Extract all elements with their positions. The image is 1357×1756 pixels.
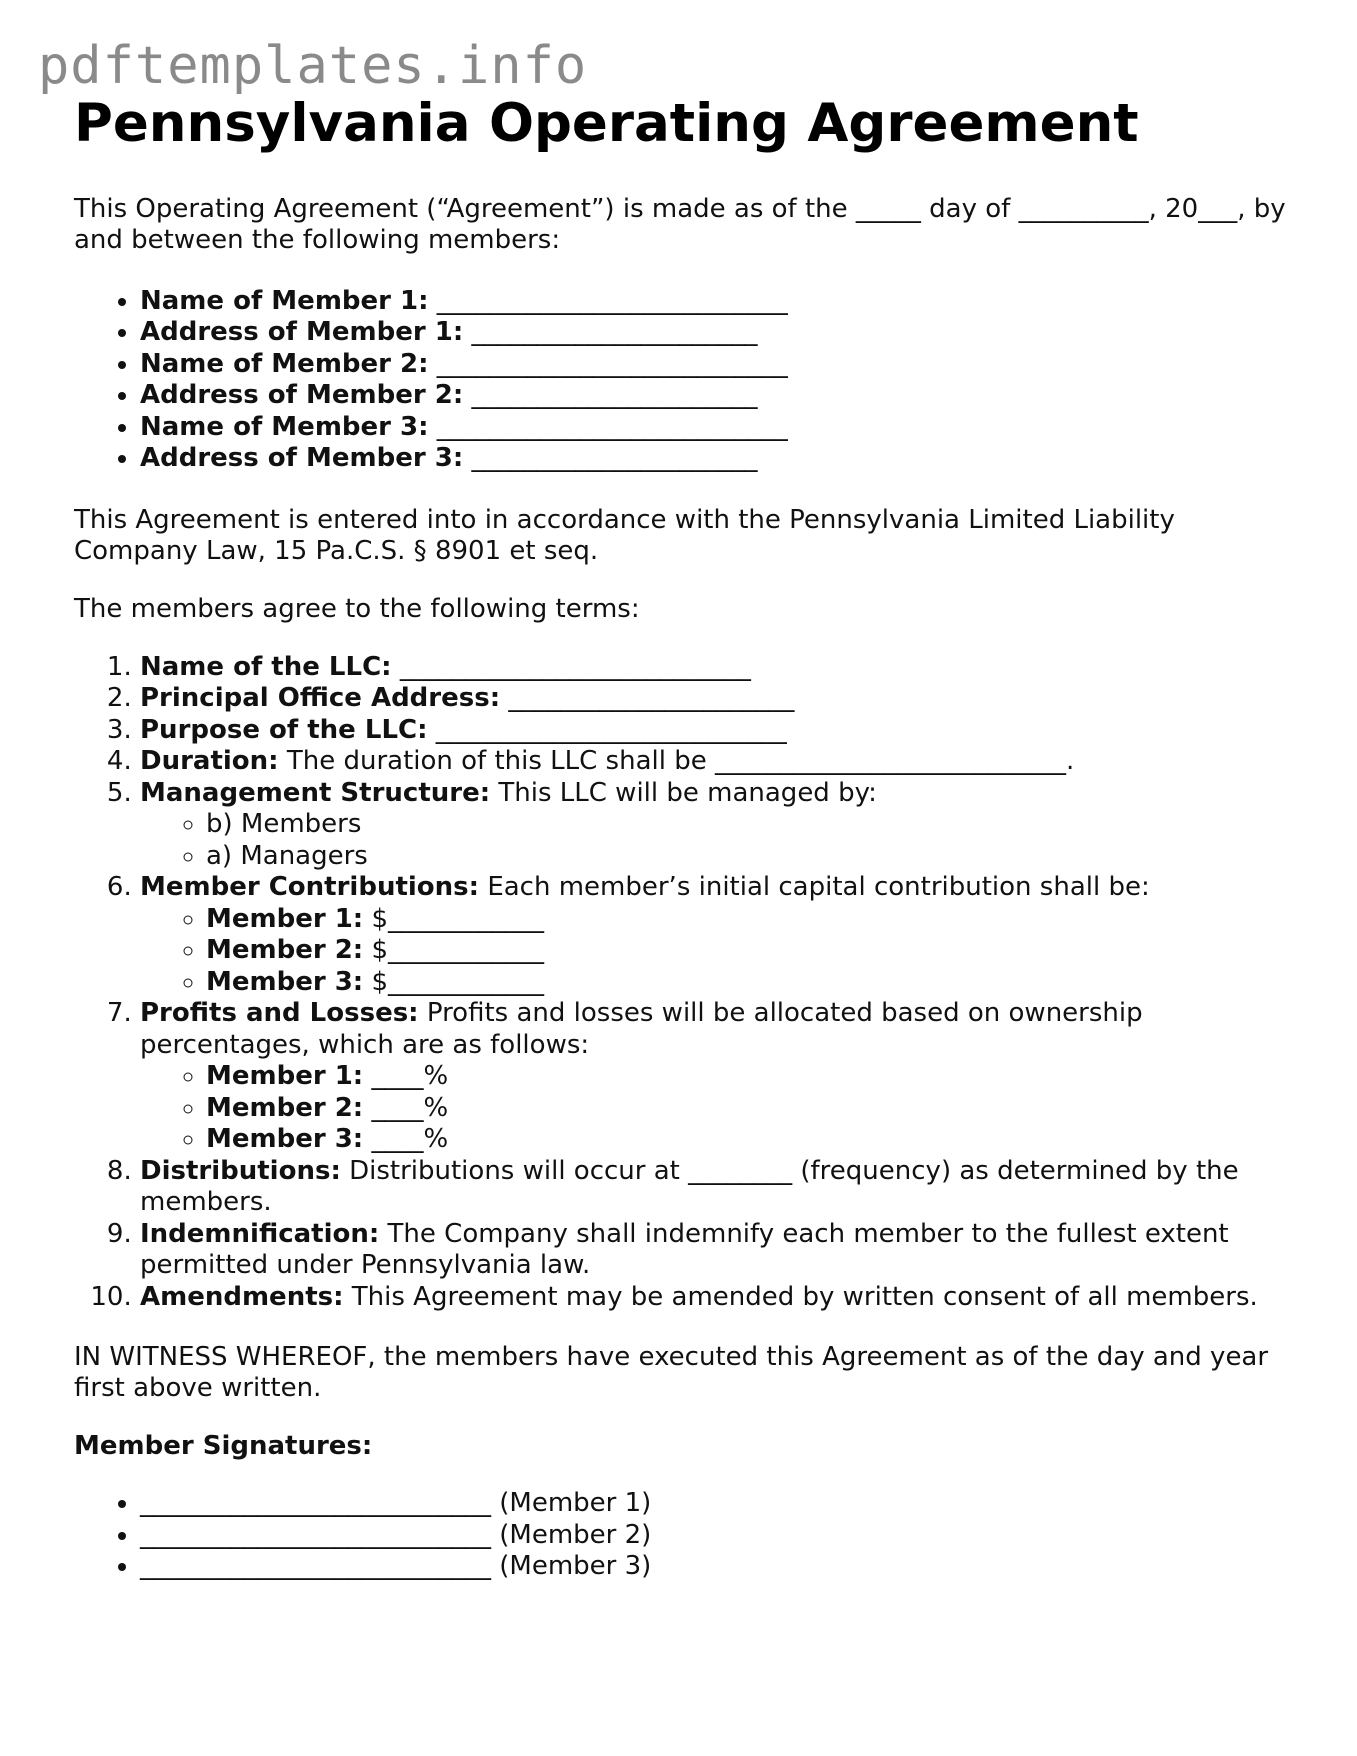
member-label: Member 2: bbox=[206, 935, 364, 966]
term-text: This LLC will be managed by: bbox=[498, 777, 877, 808]
term-distributions bbox=[140, 1156, 1294, 1219]
duration-text: The duration of this LLC shall be ___________________________. bbox=[286, 746, 1075, 777]
term-purpose bbox=[140, 715, 1294, 747]
list-item bbox=[140, 380, 1294, 412]
signatures-list bbox=[74, 1488, 1294, 1583]
term-label: Principal Office Address: bbox=[140, 683, 501, 714]
management-options bbox=[140, 809, 1294, 872]
witness-paragraph: IN WITNESS WHEREOF, the members have executed this Agreement as of the day and year first above written. bbox=[74, 1342, 1269, 1404]
list-item bbox=[140, 443, 1294, 475]
list-item bbox=[140, 286, 1294, 318]
list-item bbox=[140, 317, 1294, 349]
term-text: Distributions will occur at ________ (frequency) as determined by the members. bbox=[140, 1155, 1239, 1218]
intro-paragraph: This Operating Agreement (“Agreement”) is made as of the _____ day of __________, 20___, by and between the following members: bbox=[74, 193, 1286, 255]
percentage-3-blank[interactable]: ____% bbox=[371, 1124, 449, 1155]
watermark: pdftemplates.info bbox=[38, 36, 588, 96]
contribution-1-blank[interactable]: $____________ bbox=[371, 903, 545, 934]
term-member-contributions bbox=[140, 872, 1294, 998]
percentage-2-blank[interactable]: ____% bbox=[371, 1092, 449, 1123]
list-item bbox=[206, 1124, 1294, 1156]
signature-line-member-2[interactable]: • ___________________________ (Member 2) bbox=[140, 1520, 1294, 1552]
list-item bbox=[140, 412, 1294, 444]
contribution-3-blank[interactable]: $____________ bbox=[371, 966, 545, 997]
member-2-address-blank[interactable]: ______________________ bbox=[471, 380, 758, 411]
document-title: Pennsylvania Operating Agreement bbox=[74, 93, 1139, 154]
member-2-name-label: Name of Member 2: bbox=[140, 348, 429, 379]
member-3-name-label: Name of Member 3: bbox=[140, 411, 429, 442]
term-profits-losses bbox=[140, 998, 1294, 1156]
member-label: Member 1: bbox=[206, 903, 364, 934]
term-principal-office bbox=[140, 683, 1294, 715]
term-label: Indemnification: bbox=[140, 1218, 380, 1249]
management-option-managers: ◦ a) Managers bbox=[206, 841, 1294, 873]
list-item bbox=[206, 935, 1294, 967]
contributions-list bbox=[140, 904, 1294, 999]
term-label: Name of the LLC: bbox=[140, 651, 392, 682]
list-item bbox=[206, 1093, 1294, 1125]
term-text: Profits and losses will be allocated based on ownership percentages, which are as follows: bbox=[140, 998, 1143, 1060]
term-duration bbox=[140, 746, 1294, 778]
term-management-structure bbox=[140, 778, 1294, 873]
member-label: Member 3: bbox=[206, 966, 364, 997]
principal-office-blank[interactable]: ______________________ bbox=[508, 683, 795, 714]
signature-line-member-1[interactable]: • ___________________________ (Member 1) bbox=[140, 1488, 1294, 1520]
purpose-blank[interactable]: ___________________________ bbox=[435, 714, 787, 745]
term-label: Duration: bbox=[140, 746, 279, 777]
signature-line-member-3[interactable]: • ___________________________ (Member 3) bbox=[140, 1551, 1294, 1583]
term-label: Amendments: bbox=[140, 1281, 344, 1312]
percentage-1-blank[interactable]: ____% bbox=[371, 1061, 449, 1092]
term-text: The Company shall indemnify each member to the fullest extent permitted under Pennsylvania law. bbox=[140, 1218, 1229, 1281]
management-option-members: ◦ b) Members bbox=[206, 809, 1294, 841]
member-1-address-blank[interactable]: ______________________ bbox=[471, 317, 758, 348]
members-list bbox=[74, 286, 1294, 475]
list-item bbox=[206, 967, 1294, 999]
term-amendments bbox=[140, 1282, 1294, 1314]
member-3-name-blank[interactable]: ___________________________ bbox=[436, 411, 788, 442]
percentages-list bbox=[140, 1061, 1294, 1156]
member-2-address-label: Address of Member 2: bbox=[140, 380, 464, 411]
terms-list bbox=[74, 652, 1294, 1314]
term-label: Purpose of the LLC: bbox=[140, 714, 428, 745]
list-item bbox=[206, 1061, 1294, 1093]
member-3-address-label: Address of Member 3: bbox=[140, 443, 464, 474]
member-1-address-label: Address of Member 1: bbox=[140, 317, 464, 348]
term-label: Distributions: bbox=[140, 1155, 341, 1186]
list-item bbox=[140, 349, 1294, 381]
term-text: Each member’s initial capital contribution shall be: bbox=[487, 872, 1150, 903]
member-1-name-blank[interactable]: ___________________________ bbox=[436, 285, 788, 316]
member-1-name-label: Name of Member 1: bbox=[140, 285, 429, 316]
document-page bbox=[74, 92, 1294, 1583]
contribution-2-blank[interactable]: $____________ bbox=[371, 935, 545, 966]
member-label: Member 3: bbox=[206, 1124, 364, 1155]
signatures-heading: Member Signatures: bbox=[74, 1431, 373, 1462]
term-text: This Agreement may be amended by written consent of all members. bbox=[351, 1281, 1258, 1312]
term-llc-name bbox=[140, 652, 1294, 684]
terms-intro: The members agree to the following terms: bbox=[74, 593, 640, 624]
member-label: Member 2: bbox=[206, 1092, 364, 1123]
member-2-name-blank[interactable]: ___________________________ bbox=[436, 348, 788, 379]
member-label: Member 1: bbox=[206, 1061, 364, 1092]
term-label: Management Structure: bbox=[140, 777, 491, 808]
term-indemnification bbox=[140, 1219, 1294, 1282]
term-label: Member Contributions: bbox=[140, 872, 480, 903]
term-label: Profits and Losses: bbox=[140, 998, 419, 1029]
member-3-address-blank[interactable]: ______________________ bbox=[471, 443, 758, 474]
law-statement: This Agreement is entered into in accordance with the Pennsylvania Limited Liability Company Law, 15 Pa.C.S. § 8901 et seq. bbox=[74, 504, 1175, 566]
llc-name-blank[interactable]: ___________________________ bbox=[399, 651, 751, 682]
list-item bbox=[206, 904, 1294, 936]
